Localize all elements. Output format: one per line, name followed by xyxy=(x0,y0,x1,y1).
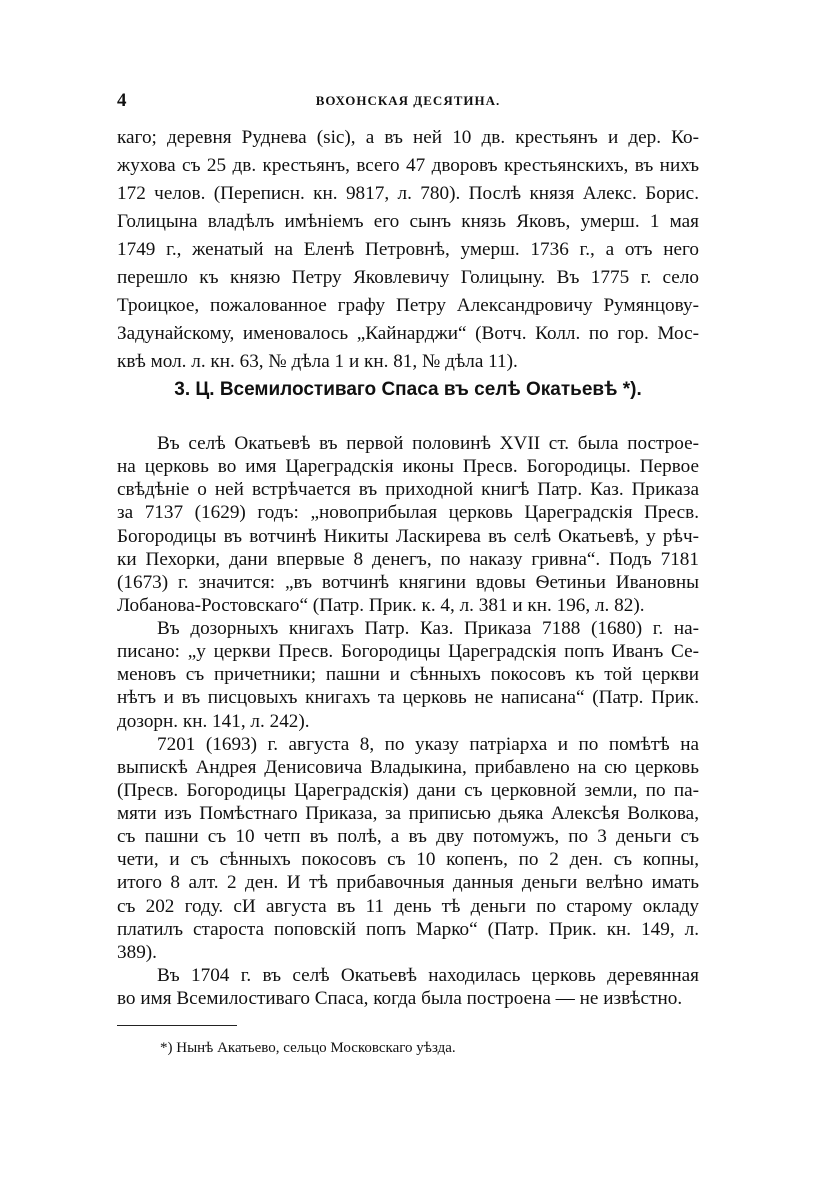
text-line: Въ дозорныхъ книгахъ Патр. Каз. Приказа 7188 (1680) г. на- xyxy=(157,618,699,639)
text-line: во имя Всемилостиваго Спаса, когда была построена — не извѣстно. xyxy=(117,988,683,1009)
text-line: жухова съ 25 дв. крестьянъ, всего 47 дворовъ крестьянскихъ, въ нихъ xyxy=(117,155,699,176)
text-line: Въ 1704 г. въ селѣ Окатьевѣ находилась церковь деревянная xyxy=(157,964,699,986)
text-line: писано: „у церкви Пресв. Богородицы Цареградскія попъ Иванъ Се- xyxy=(117,641,699,663)
text-line: мяти изъ Помѣстнаго Приказа, за приписью дьяка Алексѣя Волкова, xyxy=(117,803,699,824)
text-line: перешло къ князю Петру Яковлевичу Голицыну. Въ 1775 г. село xyxy=(117,267,699,288)
text-line: меновъ съ причетники; пашни и сѣнныхъ покосовъ къ той церкви xyxy=(117,664,699,686)
text-line: 7201 (1693) г. августа 8, по указу патріарха и по помѣтѣ на xyxy=(157,733,699,755)
text-line: Троицкое, пожалованное графу Петру Александровичу Румянцову- xyxy=(117,295,699,316)
section-heading: 3. Ц. Всемилостиваго Спаса въ селѣ Окатьевѣ *). xyxy=(174,379,642,400)
text-line: за 7137 (1629) годъ: „новоприбылая церковь Цареградскія Пресв. xyxy=(117,502,699,524)
footnote-rule xyxy=(117,1025,237,1026)
text-line: на церковь во имя Цареградскія иконы Пресв. Богородицы. Первое xyxy=(117,456,699,478)
text-line: каго; деревня Руднева (sic), а въ ней 10 дв. крестьянъ и дер. Ко- xyxy=(117,127,699,148)
text-line: Въ селѣ Окатьевѣ въ первой половинѣ XVII ст. была построе- xyxy=(157,433,699,454)
running-title: ВОХОНСКАЯ ДЕСЯТИНА. xyxy=(315,93,501,108)
footnote: *) Нынѣ Акатьево, сельцо Московскаго уѣзда. xyxy=(160,1040,456,1056)
text-line: 389). xyxy=(117,941,157,963)
text-line: 1749 г., женатый на Еленѣ Петровнѣ, умерш. 1736 г., а отъ него xyxy=(117,239,699,260)
text-line: квѣ мол. л. кн. 63, № дѣла 1 и кн. 81, № дѣла 11). xyxy=(117,351,518,372)
text-line: Лобанова-Ростовскаго“ (Патр. Прик. к. 4, л. 381 и кн. 196, л. 82). xyxy=(117,594,645,616)
text-line: ки Пехорки, дани впервые 8 денегъ, по наказу гривна“. Подъ 7181 xyxy=(117,548,699,570)
text-line: платилъ староста поповскій попъ Марко“ (Патр. Прик. кн. 149, л. xyxy=(117,918,699,940)
text-line: (1673) г. значится: „въ вотчинѣ княгини вдовы Ѳетиньи Ивановны xyxy=(117,571,699,593)
text-line: свѣдѣніе о ней встрѣчается въ приходной книгѣ Патр. Каз. Приказа xyxy=(117,479,699,501)
text-line: выпискѣ Андрея Денисовича Владыкина, прибавлено на сю церковь xyxy=(117,756,699,778)
text-line: чети, и съ сѣнныхъ покосовъ съ 10 копенъ, по 2 ден. съ копны, xyxy=(117,849,699,871)
page-header xyxy=(117,90,699,114)
text-line: Богородицы въ вотчинѣ Никиты Ласкирева въ селѣ Окатьевѣ, у рѣч- xyxy=(117,525,699,547)
text-line: Голицына владѣлъ имѣніемъ его сынъ князь Яковъ, умерш. 1 мая xyxy=(117,211,699,232)
text-line: итого 8 алт. 2 ден. И тѣ прибавочныя данныя деньги велѣно имать xyxy=(117,872,699,894)
text-line: нѣтъ и въ писцовыхъ книгахъ та церковь не написана“ (Патр. Прик. xyxy=(117,687,699,709)
text-line: Задунайскому, именовалось „Кайнарджи“ (Вотч. Колл. по гор. Мос- xyxy=(117,323,699,344)
text-line: 172 челов. (Переписн. кн. 9817, л. 780). Послѣ князя Алекс. Борис. xyxy=(117,183,699,204)
text-line: (Пресв. Богородицы Цареградскія) дани съ церковной земли, по па- xyxy=(117,779,699,801)
text-line: дозорн. кн. 141, л. 242). xyxy=(117,710,310,732)
text-line: съ 202 году. сИ августа въ 11 день тѣ деньги по старому окладу xyxy=(117,895,699,917)
page-number: 4 xyxy=(117,90,127,111)
text-line: съ пашни съ 10 четп въ полѣ, а въ дву потомужъ, по 3 деньги съ xyxy=(117,826,699,848)
